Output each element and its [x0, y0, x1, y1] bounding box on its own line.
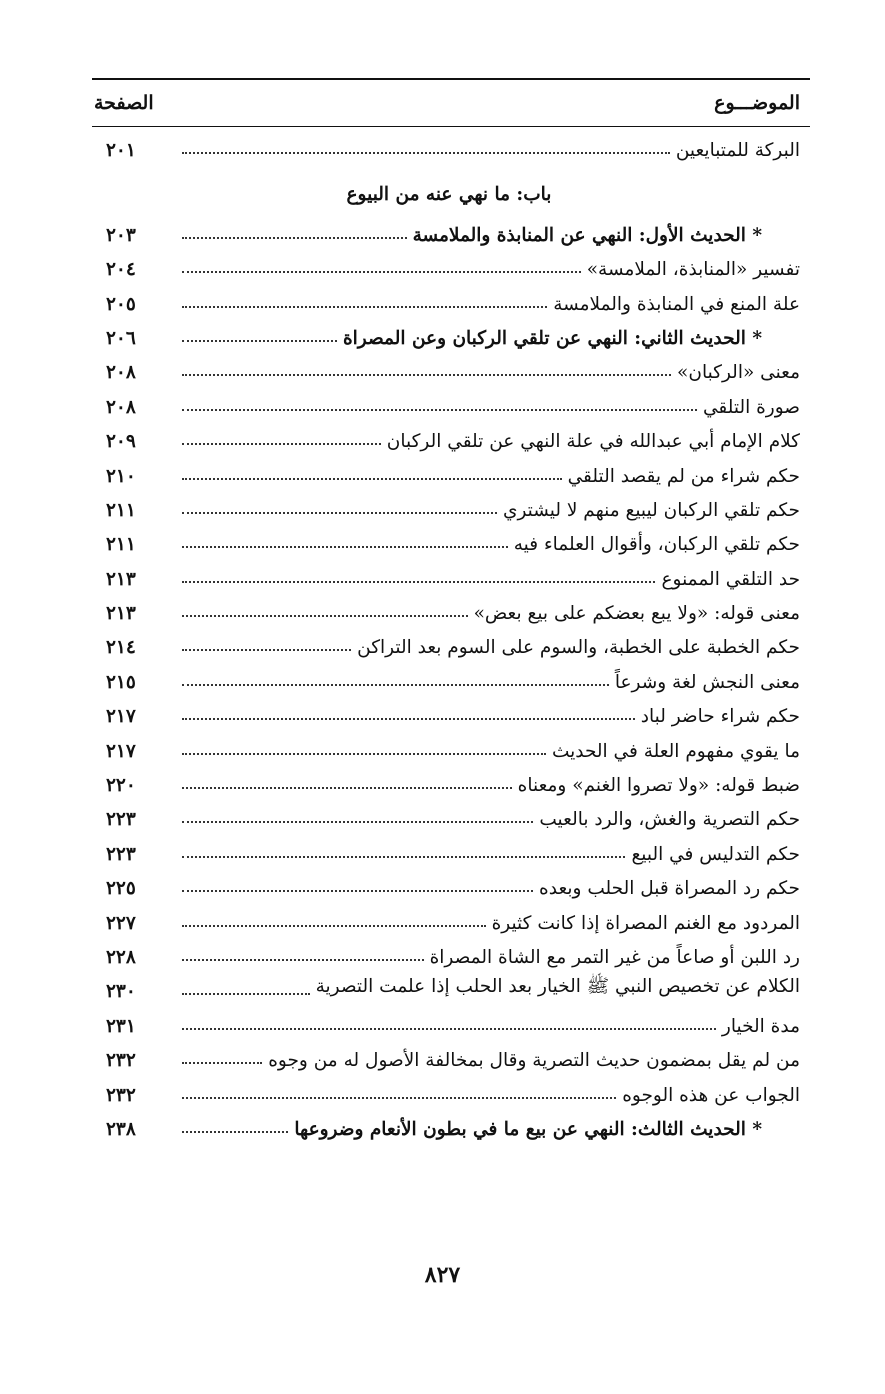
entry-page-number: ٢١١ [106, 499, 136, 521]
toc-entry [92, 658, 810, 692]
dot-leader [182, 443, 381, 445]
entry-title-text: حكم شراء من لم يقصد التلقي [567, 465, 800, 487]
entry-page-number: ٢٢٥ [106, 878, 136, 900]
entry-title [625, 844, 810, 865]
dot-leader [182, 306, 547, 308]
toc-entry [92, 830, 810, 864]
entry-title-text: ما يقوي مفهوم العلة في الحديث [551, 740, 800, 762]
entry-title [616, 1085, 810, 1106]
dot-leader [182, 718, 635, 720]
entry-title-text: الكلام عن تخصيص النبي ﷺ الخيار بعد الحلب إذا علمت التصرية [315, 976, 800, 998]
dot-leader [182, 1131, 288, 1133]
dot-leader [182, 1062, 262, 1064]
entry-title [497, 500, 810, 521]
entry-title-text: معنى «الركبان» [677, 362, 800, 384]
entry-title-text: باب: ما نهي عنه من البيوع [346, 184, 552, 206]
dot-leader [182, 512, 497, 514]
entry-page-number: ٢٣٢ [106, 1084, 136, 1106]
entry-title-text: صورة التلقي [702, 396, 800, 418]
entry-page-number: ٢٠٨ [106, 396, 136, 418]
entry-title-text: مدة الخيار [721, 1015, 800, 1037]
hadith-entry [92, 211, 810, 245]
toc-header [92, 80, 810, 126]
hadith-entry [92, 315, 810, 349]
entry-title [533, 809, 810, 830]
entry-title-text: الجواب عن هذه الوجوه [622, 1084, 800, 1106]
entry-page-number: ٢١٧ [106, 706, 136, 728]
entry-page-number: ٢٣٨ [106, 1118, 136, 1140]
section-heading [92, 161, 810, 211]
toc-entry [92, 934, 810, 968]
dot-leader [182, 237, 407, 239]
entry-title [533, 878, 810, 899]
entry-page-number: ٢١٥ [106, 671, 136, 693]
dot-leader [182, 581, 655, 583]
entry-title-text: البركة للمتبايعين [675, 140, 800, 162]
entry-title [562, 466, 810, 487]
dot-leader [182, 340, 337, 342]
toc-entry [92, 762, 810, 796]
entry-page-number: ٢١٣ [106, 568, 136, 590]
entry-page-number: ٢٣١ [106, 1015, 136, 1037]
entry-page-number: ٢١٠ [106, 465, 136, 487]
entry-title [337, 328, 810, 349]
entry-title-text: الحديث الأول: النهي عن المنابذة والملامسة [412, 224, 746, 246]
toc-entry [92, 418, 810, 452]
entry-title-text: ضبط قوله: «ولا تصروا الغنم» ومعناه [517, 775, 800, 797]
entry-title [609, 672, 810, 693]
entry-page-number: ٢٠٨ [106, 362, 136, 384]
toc-entry [92, 1071, 810, 1105]
dot-leader [182, 856, 625, 858]
entry-title-text: المردود مع الغنم المصراة إذا كانت كثيرة [491, 912, 800, 934]
toc-list [92, 127, 810, 1140]
topic-column-label: الموضـــوع [714, 92, 800, 114]
entry-title-text: حكم تلقي الركبان، وأقوال العلماء فيه [513, 534, 800, 556]
toc-entry [92, 521, 810, 555]
toc-entry [92, 1002, 810, 1036]
entry-title [581, 259, 810, 280]
toc-entry [92, 865, 810, 899]
entry-page-number: ٢٢٣ [106, 843, 136, 865]
entry-title-text: الحديث الثاني: النهي عن تلقي الركبان وعن المصراة [342, 327, 746, 349]
entry-page-number: ٢٠١ [106, 140, 136, 162]
entry-title [341, 184, 562, 205]
entry-title [288, 1119, 810, 1140]
toc-entry [92, 555, 810, 589]
entry-title-text: رد اللبن أو صاعاً من غير التمر مع الشاة المصراة [429, 946, 800, 968]
toc-entry [92, 127, 810, 161]
dot-leader [182, 271, 581, 273]
toc-entry [92, 693, 810, 727]
dot-leader [182, 409, 697, 411]
dot-leader [182, 546, 508, 548]
toc-entry [92, 452, 810, 486]
toc-page [92, 78, 810, 1140]
entry-page-number: ٢٠٥ [106, 293, 136, 315]
entry-title-text: الحديث الثالث: النهي عن بيع ما في بطون الأنعام وضروعها [294, 1118, 746, 1140]
toc-entry [92, 349, 810, 383]
entry-title-text: تفسير «المنابذة، الملامسة» [586, 259, 800, 281]
entry-title-text: حكم التصرية والغش، والرد بالعيب [539, 809, 800, 831]
hadith-entry [92, 1106, 810, 1140]
entry-page-number: ٢٢٨ [106, 946, 136, 968]
toc-entry [92, 590, 810, 624]
entry-title [547, 294, 810, 315]
toc-entry [92, 487, 810, 521]
entry-title [655, 569, 810, 590]
dot-leader [182, 993, 310, 995]
entry-page-number: ٢١١ [106, 534, 136, 556]
page-column-label: الصفحة [94, 92, 154, 114]
entry-page-number: ٢٠٣ [106, 224, 136, 246]
entry-title [671, 362, 810, 383]
dot-leader [182, 649, 351, 651]
dot-leader [182, 753, 546, 755]
entry-title-text: علة المنع في المنابذة والملامسة [553, 293, 800, 315]
entry-title [512, 775, 810, 796]
entry-title-text: كلام الإمام أبي عبدالله في علة النهي عن تلقي الركبان [386, 431, 800, 453]
dot-leader [182, 374, 671, 376]
entry-title [697, 397, 810, 418]
dot-leader [182, 959, 424, 961]
entry-page-number: ٢٢٧ [106, 912, 136, 934]
entry-title [468, 603, 810, 624]
entry-title [381, 431, 810, 452]
dot-leader [182, 684, 609, 686]
entry-title [407, 225, 810, 246]
entry-title [351, 637, 810, 658]
page-number: ٨٢٧ [424, 1262, 461, 1288]
toc-entry [92, 899, 810, 933]
entry-title-text: حكم تلقي الركبان ليبيع منهم لا ليشتري [502, 499, 800, 521]
dot-leader [182, 478, 562, 480]
dot-leader [182, 821, 533, 823]
toc-entry [92, 246, 810, 280]
toc-entry [92, 796, 810, 830]
dot-leader [182, 925, 486, 927]
entry-title [424, 947, 810, 968]
entry-page-number: ٢٢٣ [106, 809, 136, 831]
entry-title-text: حكم الخطبة على الخطبة، والسوم على السوم بعد التراكن [357, 637, 800, 659]
entry-title [486, 913, 810, 934]
dot-leader [182, 152, 670, 154]
toc-entry [92, 727, 810, 761]
entry-page-number: ٢١٣ [106, 603, 136, 625]
entry-title-text: معنى النجش لغة وشرعاً [614, 671, 800, 693]
asterisk-icon: * [745, 1118, 762, 1140]
entry-title [310, 976, 810, 1002]
entry-title-text: من لم يقل بمضمون حديث التصرية وقال بمخالفة الأصول له من وجوه [268, 1050, 800, 1072]
toc-entry [92, 383, 810, 417]
dot-leader [182, 1028, 716, 1030]
entry-page-number: ٢٢٠ [106, 775, 136, 797]
entry-title-text: حكم رد المصراة قبل الحلب وبعده [539, 878, 800, 900]
toc-entry [92, 624, 810, 658]
entry-page-number: ٢٣٢ [106, 1050, 136, 1072]
entry-title-text: حكم شراء حاضر لباد [640, 706, 800, 728]
entry-page-number: ٢٠٦ [106, 327, 136, 349]
toc-entry [92, 968, 810, 1002]
entry-title [716, 1016, 810, 1037]
dot-leader [182, 615, 468, 617]
entry-page-number: ٢٠٩ [106, 431, 136, 453]
dot-leader [182, 890, 533, 892]
entry-title [546, 741, 810, 762]
entry-title [262, 1050, 810, 1071]
entry-title [670, 140, 810, 161]
asterisk-icon: * [745, 327, 762, 349]
entry-title-text: معنى قوله: «ولا يبع بعضكم على بيع بعض» [473, 603, 800, 625]
entry-title-text: حد التلقي الممنوع [661, 568, 800, 590]
dot-leader [182, 787, 512, 789]
entry-title [508, 534, 810, 555]
entry-title-text: حكم التدليس في البيع [631, 843, 800, 865]
entry-page-number: ٢٠٤ [106, 259, 136, 281]
entry-page-number: ٢٣٠ [106, 981, 136, 1003]
entry-page-number: ٢١٤ [106, 637, 136, 659]
entry-title [635, 706, 810, 727]
dot-leader [182, 1097, 616, 1099]
asterisk-icon: * [745, 224, 762, 246]
entry-page-number: ٢١٧ [106, 740, 136, 762]
toc-entry [92, 1037, 810, 1071]
toc-entry [92, 280, 810, 314]
